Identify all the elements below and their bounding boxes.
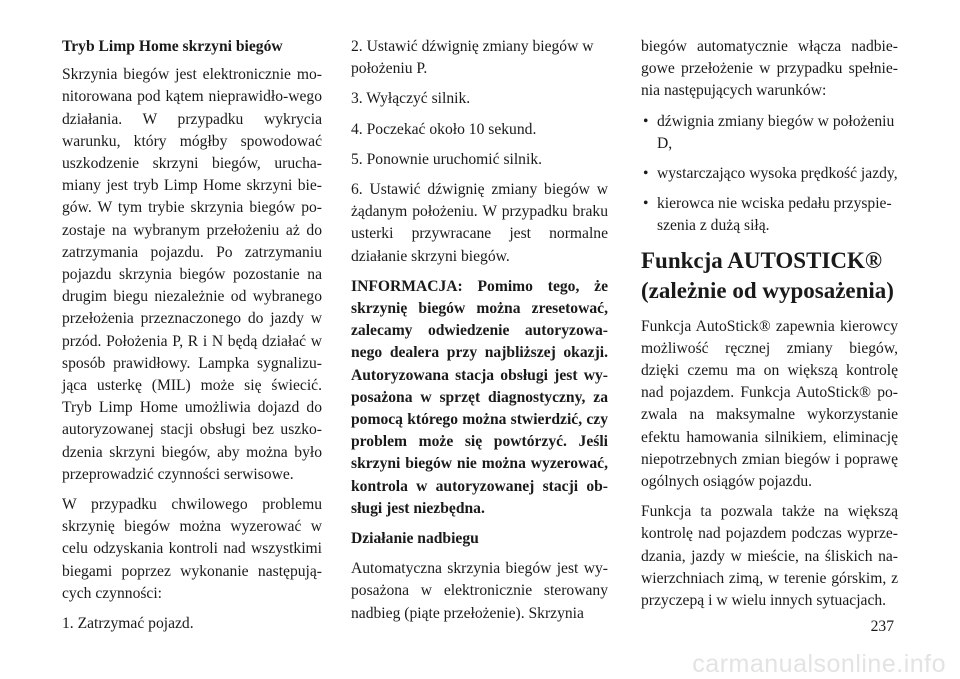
section-heading-limp-home: Tryb Limp Home skrzyni biegów bbox=[62, 38, 283, 55]
column-2 bbox=[351, 36, 608, 633]
paragraph-overdrive-continued: biegów automatycznie włącza nadbie-gowe przełożenie w przypadku spełnie-nia następujących warunków: bbox=[641, 38, 898, 100]
paragraph-autostick-usage: Funkcja ta pozwala także na większą kontrolę nad pojazdem podczas wyprze-dzania, jazdy w mieście, na śliskich na-wierzchniach zimą, w terenie górskim, z przyczepą i w wielu innych sytuacjach. bbox=[641, 503, 898, 610]
section-title-line-2: (zależnie od wyposażenia) bbox=[641, 277, 894, 303]
step-4: 4. Poczekać około 10 sekund. bbox=[351, 120, 537, 138]
bullet-icon: • bbox=[643, 112, 649, 130]
list-item: • wystarczająco wysoka prędkość jazdy, bbox=[641, 163, 898, 185]
paragraph-autostick-description: Funkcja AutoStick® zapewnia kierowcy możliwość ręcznej zmiany biegów, dzięki czemu ma on większą kontrolę nad pojazdem. Funkcja AutoStick® po-zwala na maksymalne wykorzystanie efektu hamowania silnikiem, eliminację niepotrzebnych zmian biegów i poprawę ogólnych osiągów pojazdu. bbox=[641, 317, 898, 491]
column-1 bbox=[62, 36, 322, 643]
section-title-autostick bbox=[641, 246, 898, 306]
paragraph-overdrive: Automatyczna skrzynia biegów jest wy-posażona w elektronicznie sterowany nadbieg (piąte przełożenie). Skrzynia bbox=[351, 560, 608, 622]
info-note: INFORMACJA: Pomimo tego, że skrzynię biegów można zresetować, zalecamy odwiedzenie autoryzowa-nego dealera przy najbliższej okazji. Autoryzowana stacja obsługi jest wy-posażona w sprzęt diagnostyczny, za pomocą którego można stwierdzić, czy problem może się powtórzyć. Jeśli skrzyni biegów nie można wyzerować, kontrola w autoryzowanej stacji ob-sługi jest niezbędna. bbox=[351, 277, 608, 517]
column-3 bbox=[641, 36, 898, 620]
step-2: 2. Ustawić dźwignię zmiany biegów w położeniu P. bbox=[351, 38, 594, 78]
paragraph-reset-intro: W przypadku chwilowego problemu skrzynię biegów można wyzerować w celu odzyskania kontroli nad wszystkimi biegami poprzez wykonanie następują-cych czynności: bbox=[62, 496, 322, 602]
step-5: 5. Ponownie uruchomić silnik. bbox=[351, 150, 543, 168]
bullet-icon: • bbox=[643, 195, 649, 213]
list-item: • dźwignia zmiany biegów w położeniu D, bbox=[643, 112, 895, 152]
page-number: 237 bbox=[870, 618, 894, 635]
overdrive-conditions-list bbox=[641, 111, 898, 238]
section-heading-overdrive: Działanie nadbiegu bbox=[351, 530, 479, 548]
step-3: 3. Wyłączyć silnik. bbox=[351, 90, 471, 108]
paragraph-limp-home-description: Skrzynia biegów jest elektronicznie mo-nitorowana pod kątem nieprawidło-wego działania. W przypadku wykrycia warunku, który mógłby spowodować uszkodzenie skrzyni biegów, urucha-miany jest tryb Limp Home skrzyni bie-gów. W tym trybie skrzynia biegów po-zostaje na wybranym przełożeniu aż do zatrzymania pojazdu. Po zatrzymaniu pojazdu skrzynia biegów pozostanie na drugim biegu niezależnie od wybranego przełożenia przeznaczonego do jazdy w przód. Położenia P, R i N będą działać w sposób prawidłowy. Lampka sygnalizu-jąca usterkę (MIL) może się świecić. Tryb Limp Home umożliwia dojazd do autoryzowanej stacji obsługi bez uszko-dzenia skrzyni biegów, aby można było przeprowadzić czynności serwisowe. bbox=[62, 66, 322, 483]
section-title-line-1: Funkcja AUTOSTICK® bbox=[641, 247, 883, 273]
step-1: 1. Zatrzymać pojazd. bbox=[62, 615, 194, 633]
step-6: 6. Ustawić dźwignię zmiany biegów w żądanym położeniu. W przypadku braku usterki przywracane jest normalne działanie skrzyni biegów. bbox=[351, 181, 608, 265]
list-item: • kierowca nie wciska pedału przyspie-szenia z dużą siłą. bbox=[643, 195, 892, 235]
bullet-icon: • bbox=[643, 165, 649, 183]
watermark: carmanualsonline.info bbox=[692, 650, 946, 678]
